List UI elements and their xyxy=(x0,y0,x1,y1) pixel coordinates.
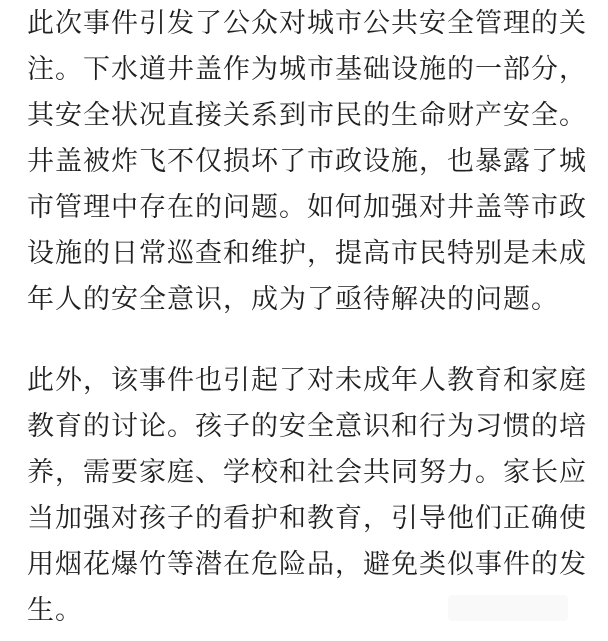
text-line: 当加强对孩子的看护和教育，引导他们正确使 xyxy=(27,503,587,534)
text-line: 教育的讨论。孩子的安全意识和行为习惯的培 xyxy=(27,411,587,442)
text-line: 此次事件引发了公众对城市公共安全管理的关 xyxy=(27,8,587,39)
text-line: 生。 xyxy=(27,595,83,626)
text-line: 养，需要家庭、学校和社会共同努力。家长应 xyxy=(27,457,587,488)
text-line: 市管理中存在的问题。如何加强对井盖等市政 xyxy=(27,192,587,223)
text-line: 注。下水道井盖作为城市基础设施的一部分， xyxy=(27,54,587,85)
text-line: 设施的日常巡查和维护，提高市民特别是未成 xyxy=(27,238,587,269)
watermark xyxy=(448,595,568,621)
text-line: 年人的安全意识，成为了亟待解决的问题。 xyxy=(27,284,559,315)
text-line: 其安全状况直接关系到市民的生命财产安全。 xyxy=(27,100,587,131)
text-line: 此外，该事件也引起了对未成年人教育和家庭 xyxy=(27,365,587,396)
text-line: 井盖被炸飞不仅损坏了市政设施，也暴露了城 xyxy=(27,146,587,177)
text-line: 用烟花爆竹等潜在危险品，避免类似事件的发 xyxy=(27,549,587,580)
